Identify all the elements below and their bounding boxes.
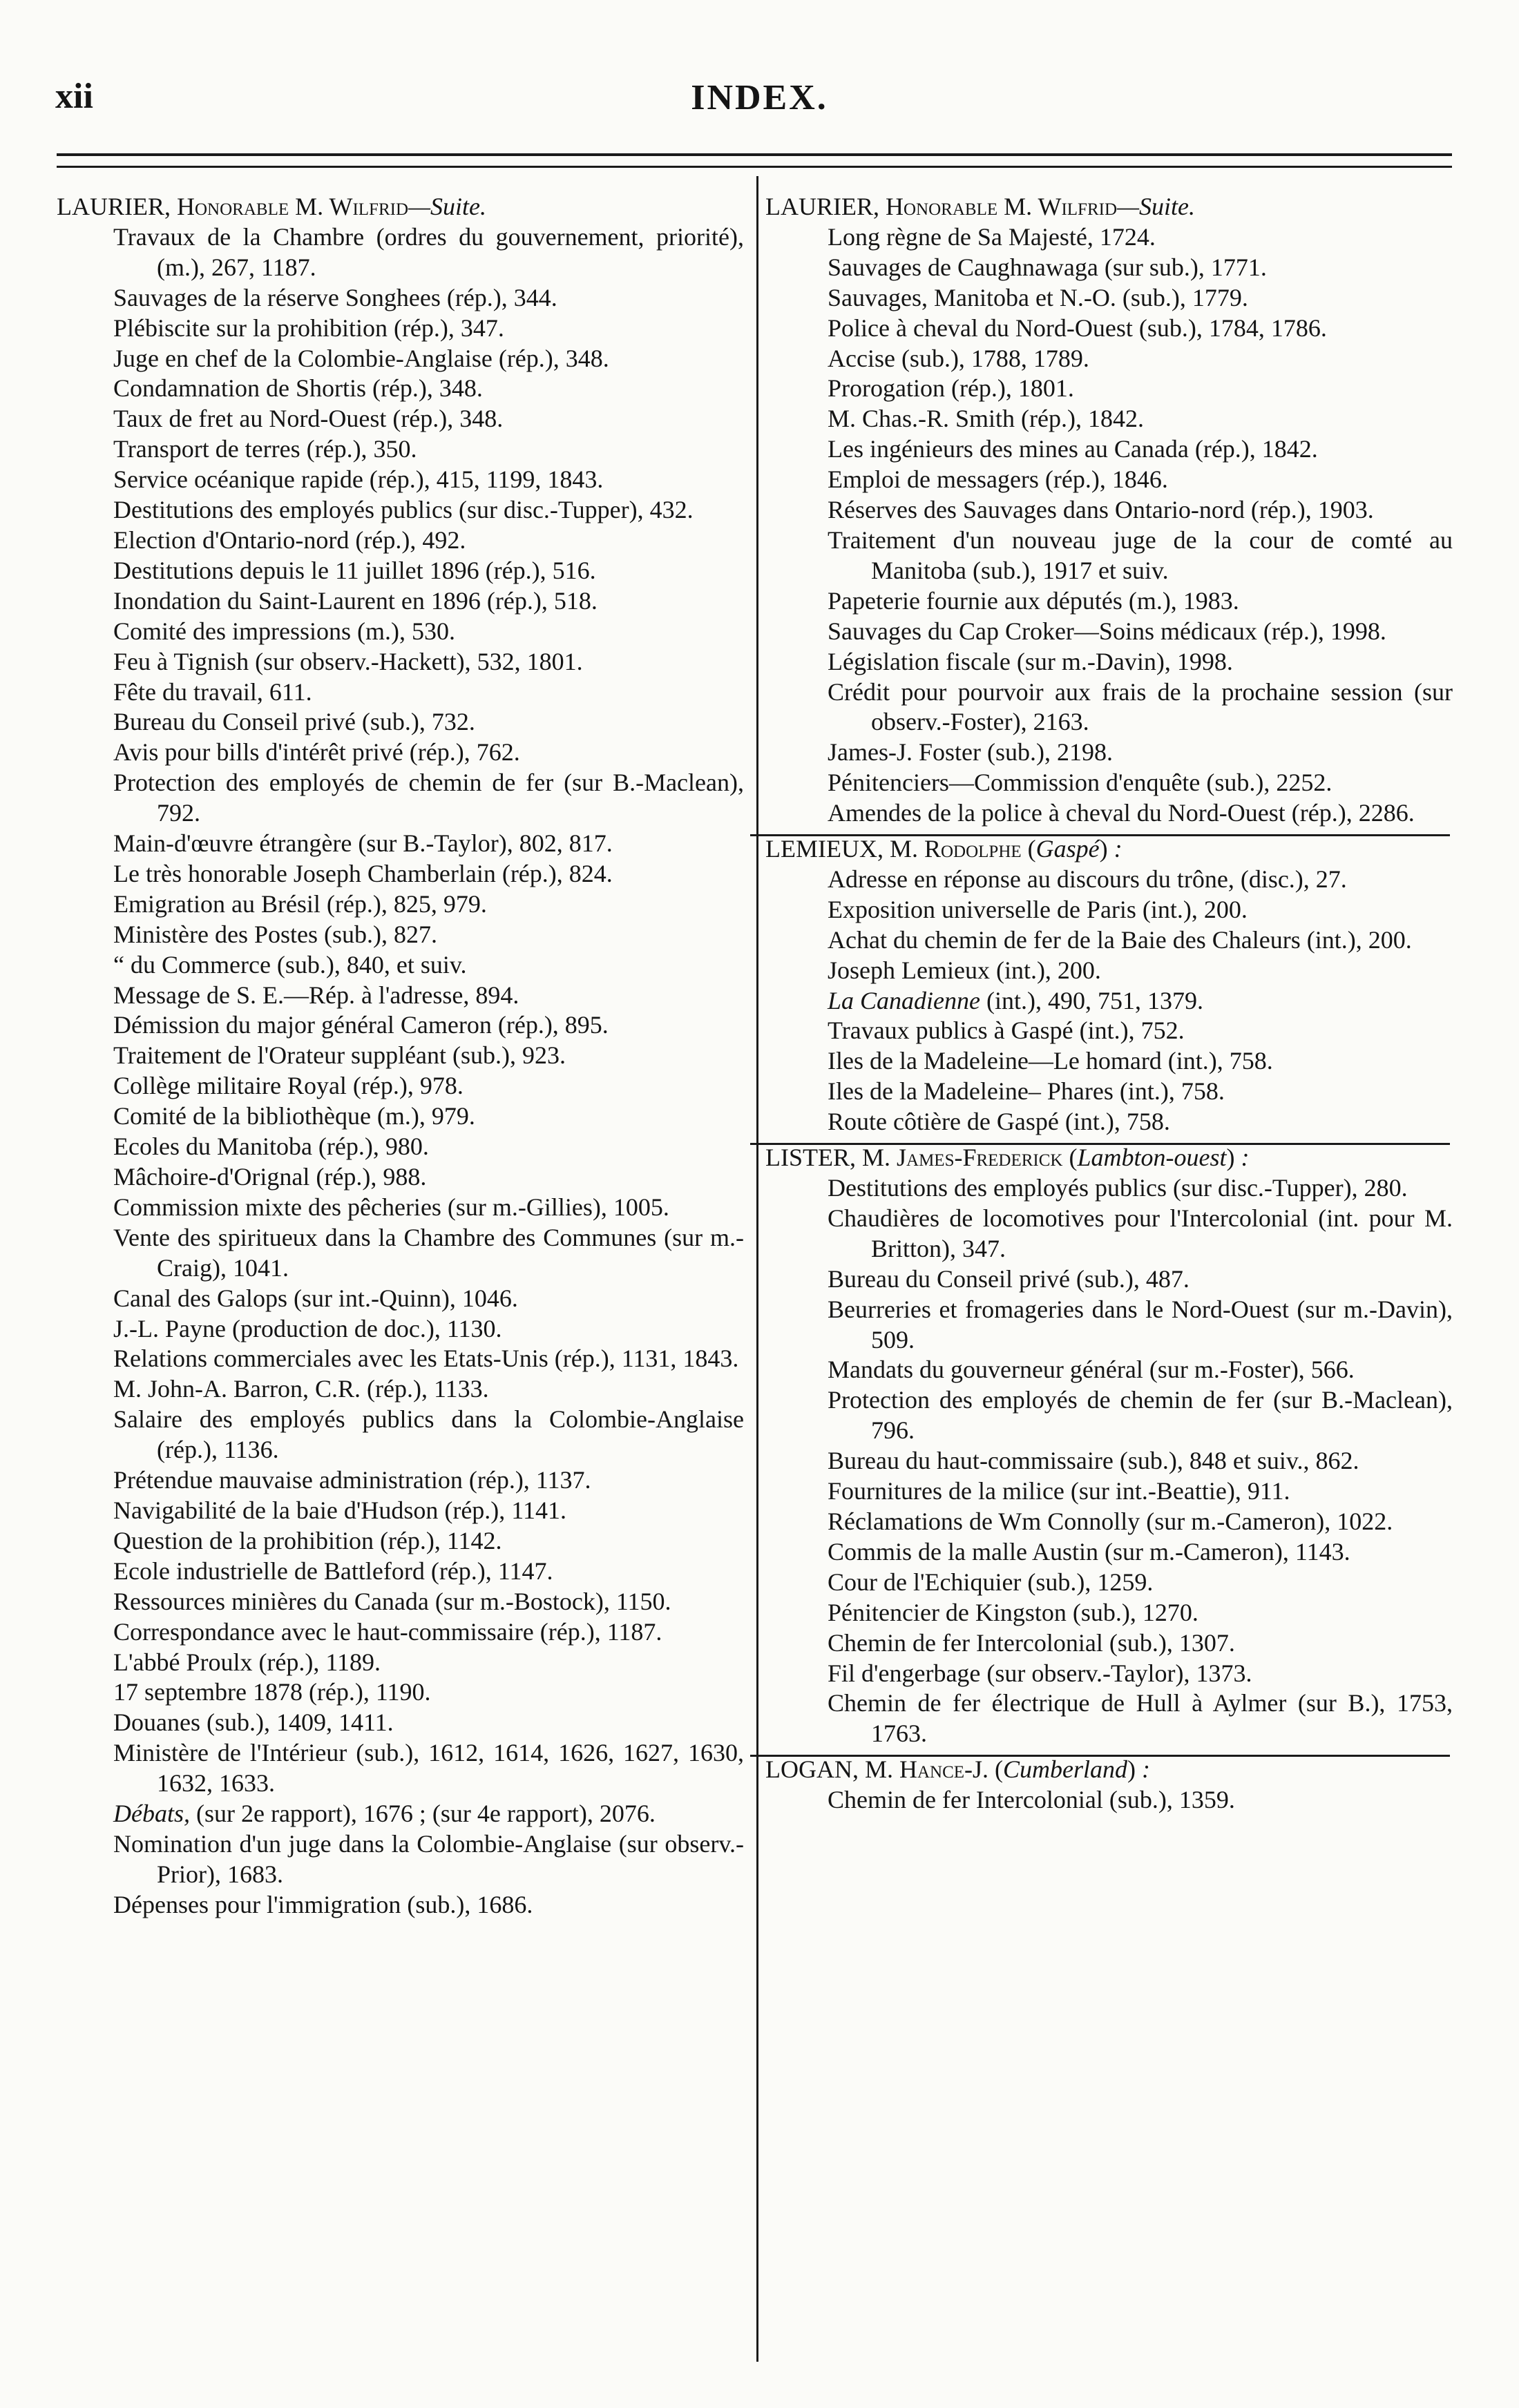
index-entry: Navigabilité de la baie d'Hudson (rép.), 1141. bbox=[113, 1496, 566, 1524]
heading-title: Honorable M. Wilfrid bbox=[177, 193, 408, 220]
index-entry: Papeterie fournie aux députés (m.), 1983. bbox=[828, 586, 1239, 615]
index-entry: Commission mixte des pêcheries (sur m.-Gillies), 1005. bbox=[113, 1193, 669, 1221]
entry-lead: La Canadienne bbox=[828, 986, 980, 1014]
entry-text: (int.), 490, 751, 1379. bbox=[980, 986, 1203, 1014]
index-entry: Taux de fret au Nord-Ouest (rép.), 348. bbox=[113, 405, 504, 433]
index-entry: J.-L. Payne (production de doc.), 1130. bbox=[113, 1314, 502, 1342]
index-entry: Dépenses pour l'immigration (sub.), 1686. bbox=[113, 1890, 533, 1918]
index-entry: Démission du major général Cameron (rép.), 895. bbox=[113, 1011, 609, 1039]
index-entry: Réclamations de Wm Connolly (sur m.-Cameron), 1022. bbox=[828, 1507, 1393, 1535]
index-heading: LEMIEUX, M. Rodolphe (Gaspé) : bbox=[765, 835, 1122, 863]
index-entry: Beurreries et fromageries dans le Nord-Ouest (sur m.-Davin), 509. bbox=[828, 1295, 1453, 1354]
heading-riding: Cumberland bbox=[1003, 1755, 1128, 1784]
heading-suffix: —Suite. bbox=[1117, 193, 1195, 220]
index-entry: Collège militaire Royal (rép.), 978. bbox=[113, 1072, 464, 1100]
index-entry: Nomination d'un juge dans la Colombie-Anglaise (sur observ.-Prior), 1683. bbox=[113, 1829, 744, 1888]
index-entry: Bureau du Conseil privé (sub.), 732. bbox=[113, 708, 475, 736]
index-entry: Feu à Tignish (sur observ.-Hackett), 532, 1801. bbox=[113, 647, 583, 675]
index-entry: Le très honorable Joseph Chamberlain (rép.), 824. bbox=[113, 859, 613, 887]
index-entry: Chemin de fer électrique de Hull à Aylmer (sur B.), 1753, 1763. bbox=[828, 1689, 1453, 1748]
index-entry: Route côtière de Gaspé (int.), 758. bbox=[828, 1108, 1170, 1136]
index-entry: Bureau du Conseil privé (sub.), 487. bbox=[828, 1264, 1190, 1293]
index-entry bbox=[765, 986, 1453, 1017]
index-entry: Correspondance avec le haut-commissaire (rép.), 1187. bbox=[113, 1617, 662, 1646]
right-column bbox=[765, 192, 1453, 1815]
index-entry: Fournitures de la milice (sur int.-Beattie), 911. bbox=[828, 1477, 1290, 1505]
index-entry: Commis de la malle Austin (sur m.-Cameron), 1143. bbox=[828, 1537, 1350, 1566]
index-entry: Protection des employés de chemin de fer (sur B.-Maclean), 792. bbox=[113, 769, 744, 827]
index-heading bbox=[765, 192, 1453, 222]
index-entry: Joseph Lemieux (int.), 200. bbox=[828, 956, 1101, 984]
index-entry: Plébiscite sur la prohibition (rép.), 347. bbox=[113, 314, 504, 342]
index-entry: Mâchoire-d'Orignal (rép.), 988. bbox=[113, 1163, 427, 1191]
header-rule-thin bbox=[57, 166, 1452, 168]
index-entry: Adresse en réponse au discours du trône, (disc.), 27. bbox=[828, 865, 1347, 893]
index-entry: Amendes de la police à cheval du Nord-Ouest (rép.), 2286. bbox=[828, 799, 1415, 827]
index-entry: Douanes (sub.), 1409, 1411. bbox=[113, 1708, 394, 1737]
header-rule bbox=[57, 153, 1452, 156]
index-entry: Exposition universelle de Paris (int.), 200. bbox=[828, 895, 1248, 923]
index-entry: Juge en chef de la Colombie-Anglaise (rép.), 348. bbox=[113, 344, 609, 372]
index-entry: Destitutions des employés publics (sur disc.-Tupper), 432. bbox=[113, 496, 694, 524]
index-entry: Ecoles du Manitoba (rép.), 980. bbox=[113, 1133, 429, 1161]
index-entry: Sauvages de Caughnawaga (sur sub.), 1771. bbox=[828, 253, 1267, 281]
index-entry: Main-d'œuvre étrangère (sur B.-Taylor), 802, 817. bbox=[113, 829, 613, 858]
column-divider bbox=[756, 176, 758, 2362]
index-entry: “ du Commerce (sub.), 840, et suiv. bbox=[113, 950, 467, 979]
index-entry: Pénitencier de Kingston (sub.), 1270. bbox=[828, 1598, 1198, 1626]
index-entry: Question de la prohibition (rép.), 1142. bbox=[113, 1526, 502, 1554]
left-column bbox=[57, 192, 744, 1920]
index-entry: Mandats du gouverneur général (sur m.-Foster), 566. bbox=[828, 1356, 1355, 1384]
index-entry: Long règne de Sa Majesté, 1724. bbox=[828, 222, 1156, 251]
index-entry: Sauvages, Manitoba et N.-O. (sub.), 1779. bbox=[828, 283, 1248, 311]
index-entry: Ministère des Postes (sub.), 827. bbox=[113, 920, 437, 948]
index-entry: Bureau du haut-commissaire (sub.), 848 et suiv., 862. bbox=[828, 1447, 1359, 1475]
index-entry: Destitutions depuis le 11 juillet 1896 (rép.), 516. bbox=[113, 556, 596, 584]
heading-riding: Gaspé bbox=[1035, 835, 1100, 863]
index-entry: Chemin de fer Intercolonial (sub.), 1359. bbox=[828, 1786, 1235, 1814]
index-entry: Travaux de la Chambre (ordres du gouvernement, priorité), (m.), 267, 1187. bbox=[113, 222, 744, 281]
index-entry: Message de S. E.—Rép. à l'adresse, 894. bbox=[113, 981, 519, 1009]
index-entry: 17 septembre 1878 (rép.), 1190. bbox=[113, 1678, 431, 1706]
index-entry: Pénitenciers—Commission d'enquête (sub.), 2252. bbox=[828, 769, 1332, 797]
index-entry: Législation fiscale (sur m.-Davin), 1998. bbox=[828, 647, 1233, 675]
heading-suffix: : bbox=[1107, 835, 1122, 863]
index-entry: Comité de la bibliothèque (m.), 979. bbox=[113, 1102, 475, 1130]
index-entry: Chemin de fer Intercolonial (sub.), 1307. bbox=[828, 1628, 1235, 1657]
index-heading bbox=[57, 192, 744, 222]
index-entry: Les ingénieurs des mines au Canada (rép.), 1842. bbox=[828, 435, 1318, 463]
index-entry: Sauvages du Cap Croker—Soins médicaux (rép.), 1998. bbox=[828, 617, 1386, 645]
heading-title: Honorable M. Wilfrid bbox=[886, 193, 1117, 220]
index-entry: James-J. Foster (sub.), 2198. bbox=[828, 738, 1113, 767]
index-entry: Relations commerciales avec les Etats-Unis (rép.), 1131, 1843. bbox=[113, 1345, 739, 1373]
index-entry: Salaire des employés publics dans la Colombie-Anglaise (rép.), 1136. bbox=[113, 1405, 744, 1464]
index-entry: Emploi de messagers (rép.), 1846. bbox=[828, 465, 1168, 494]
index-entry: L'abbé Proulx (rép.), 1189. bbox=[113, 1648, 381, 1676]
heading-name: LISTER, bbox=[765, 1144, 856, 1172]
entry-lead: Débats, bbox=[113, 1800, 190, 1828]
index-entry: Fête du travail, 611. bbox=[113, 677, 312, 706]
heading-name: LAURIER, bbox=[765, 193, 879, 220]
index-entry: Transport de terres (rép.), 350. bbox=[113, 435, 417, 463]
index-entry: Ministère de l'Intérieur (sub.), 1612, 1614, 1626, 1627, 1630, 1632, 1633. bbox=[113, 1739, 744, 1798]
index-entry: Condamnation de Shortis (rép.), 348. bbox=[113, 374, 483, 403]
index-entry bbox=[57, 1799, 744, 1829]
index-entry: Traitement d'un nouveau juge de la cour de comté au Manitoba (sub.), 1917 et suiv. bbox=[828, 526, 1453, 584]
index-entry: Iles de la Madeleine– Phares (int.), 758. bbox=[828, 1077, 1225, 1106]
index-entry: Protection des employés de chemin de fer (sur B.-Maclean), 796. bbox=[828, 1386, 1453, 1445]
index-entry: Prorogation (rép.), 1801. bbox=[828, 374, 1074, 403]
index-entry: Sauvages de la réserve Songhees (rép.), 344. bbox=[113, 283, 557, 311]
index-entry: Achat du chemin de fer de la Baie des Chaleurs (int.), 200. bbox=[828, 925, 1412, 954]
page-title: INDEX. bbox=[691, 78, 828, 117]
page-number: xii bbox=[55, 77, 93, 116]
index-entry: Service océanique rapide (rép.), 415, 1199, 1843. bbox=[113, 465, 604, 494]
index-entry: Ecole industrielle de Battleford (rép.), 1147. bbox=[113, 1557, 553, 1585]
index-entry: Ressources minières du Canada (sur m.-Bostock), 1150. bbox=[113, 1587, 671, 1615]
index-entry: Emigration au Brésil (rép.), 825, 979. bbox=[113, 889, 487, 918]
index-entry: Accise (sub.), 1788, 1789. bbox=[828, 344, 1089, 372]
index-entry: Réserves des Sauvages dans Ontario-nord (rép.), 1903. bbox=[828, 496, 1374, 524]
index-entry: Inondation du Saint-Laurent en 1896 (rép.), 518. bbox=[113, 586, 598, 615]
index-entry: Fil d'engerbage (sur observ.-Taylor), 1373. bbox=[828, 1659, 1252, 1687]
index-entry: Iles de la Madeleine—Le homard (int.), 758. bbox=[828, 1047, 1273, 1075]
index-entry: Canal des Galops (sur int.-Quinn), 1046. bbox=[113, 1284, 518, 1312]
index-entry: Chaudières de locomotives pour l'Intercolonial (int. pour M. Britton), 347. bbox=[828, 1204, 1453, 1262]
heading-name: LAURIER, bbox=[57, 193, 171, 220]
heading-name: LEMIEUX, bbox=[765, 835, 883, 863]
heading-name: LOGAN, bbox=[765, 1755, 859, 1784]
heading-riding: Lambton-ouest bbox=[1077, 1144, 1227, 1172]
heading-title: M. Hance-J. bbox=[864, 1755, 989, 1784]
index-entry: Comité des impressions (m.), 530. bbox=[113, 617, 455, 645]
entry-text: (sur 2e rapport), 1676 ; (sur 4e rapport), 2076. bbox=[190, 1800, 656, 1828]
index-entry: Destitutions des employés publics (sur disc.-Tupper), 280. bbox=[828, 1174, 1408, 1202]
heading-suffix: —Suite. bbox=[408, 193, 486, 220]
index-entry: Cour de l'Echiquier (sub.), 1259. bbox=[828, 1568, 1154, 1596]
index-entry: Election d'Ontario-nord (rép.), 492. bbox=[113, 526, 466, 554]
index-entry: Police à cheval du Nord-Ouest (sub.), 1784, 1786. bbox=[828, 314, 1327, 342]
heading-title: M. James-Frederick bbox=[862, 1144, 1063, 1172]
index-entry: M. Chas.-R. Smith (rép.), 1842. bbox=[828, 405, 1144, 433]
index-entry: Travaux publics à Gaspé (int.), 752. bbox=[828, 1017, 1185, 1045]
heading-suffix: : bbox=[1136, 1755, 1151, 1784]
heading-suffix: : bbox=[1234, 1144, 1250, 1172]
index-heading: LOGAN, M. Hance-J. (Cumberland) : bbox=[765, 1755, 1151, 1784]
index-entry: Crédit pour pourvoir aux frais de la prochaine session (sur observ.-Foster), 2163. bbox=[828, 677, 1453, 736]
index-entry: Traitement de l'Orateur suppléant (sub.), 923. bbox=[113, 1041, 566, 1070]
index-entry: M. John-A. Barron, C.R. (rép.), 1133. bbox=[113, 1375, 489, 1403]
index-heading: LISTER, M. James-Frederick (Lambton-ouest) : bbox=[765, 1144, 1250, 1172]
index-entry: Prétendue mauvaise administration (rép.), 1137. bbox=[113, 1466, 591, 1494]
index-entry: Avis pour bills d'intérêt privé (rép.), 762. bbox=[113, 738, 520, 767]
index-entry: Vente des spiritueux dans la Chambre des Communes (sur m.-Craig), 1041. bbox=[113, 1223, 744, 1282]
heading-title: M. Rodolphe bbox=[889, 835, 1022, 863]
